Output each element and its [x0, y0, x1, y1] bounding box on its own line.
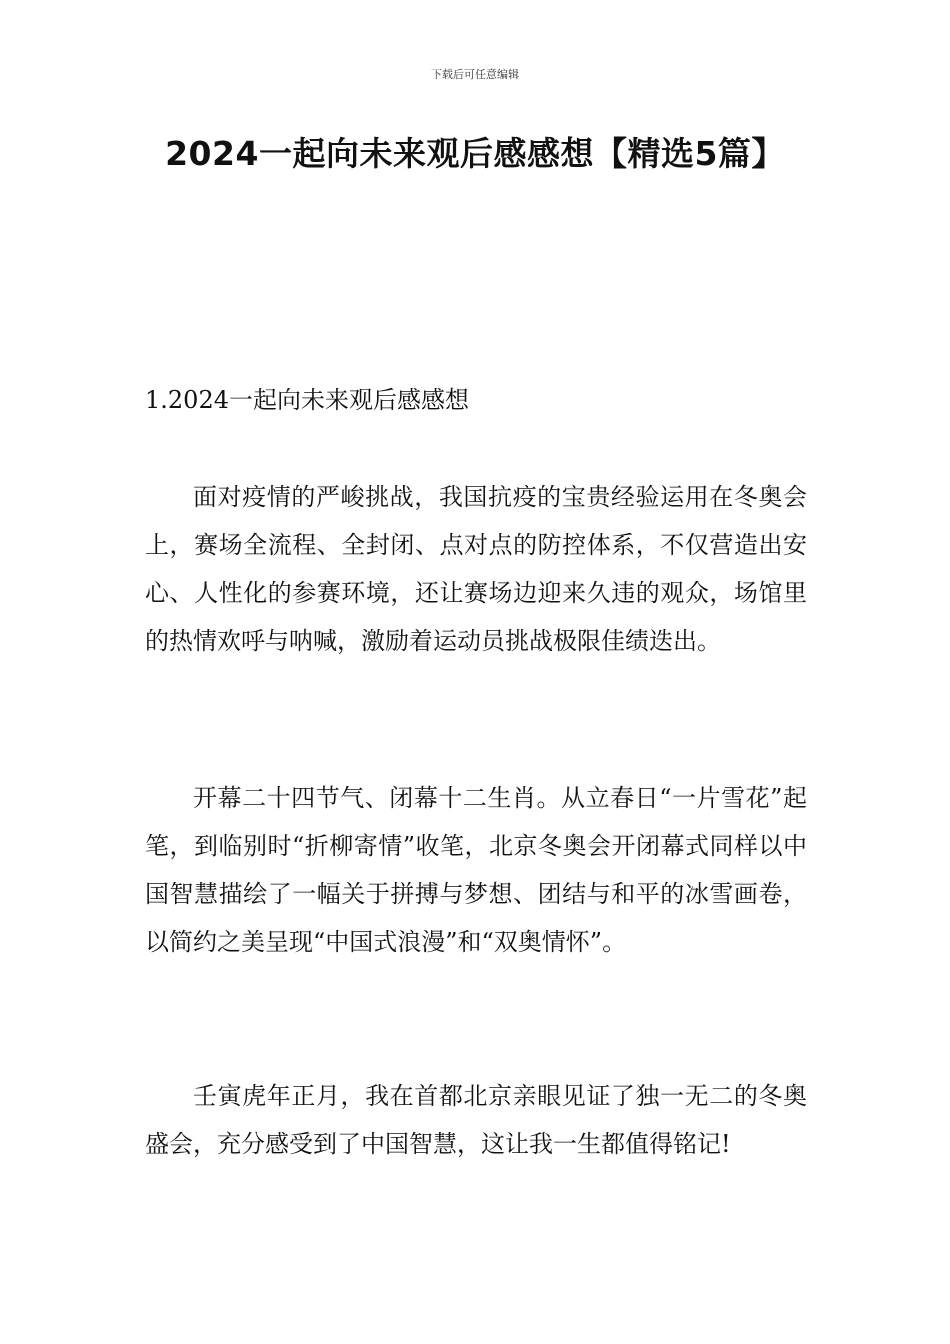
paragraph-block: [145, 1072, 807, 1168]
paragraph-block: [145, 774, 807, 966]
section-heading: 1.2024一起向未来观后感感想: [145, 386, 469, 414]
paragraph: 开幕二十四节气、闭幕十二生肖。从立春日“一片雪花”起笔，到临别时“折柳寄情”收笔，北京冬奥会开闭幕式同样以中国智慧描绘了一幅关于拼搏与梦想、团结与和平的冰雪画卷，以简约之美呈现“中国式浪漫”和“双奥情怀”。: [145, 784, 807, 956]
paragraph-block: [145, 473, 807, 665]
paragraph: 面对疫情的严峻挑战，我国抗疫的宝贵经验运用在冬奥会上，赛场全流程、全封闭、点对点的防控体系，不仅营造出安心、人性化的参赛环境，还让赛场边迎来久违的观众，场馆里的热情欢呼与呐喊，激励着运动员挑战极限佳绩迭出。: [145, 483, 807, 655]
document-title: 2024一起向未来观后感感想【精选5篇】: [165, 134, 785, 173]
header-note: 下载后可任意编辑: [431, 68, 519, 81]
paragraph: 壬寅虎年正月，我在首都北京亲眼见证了独一无二的冬奥盛会，充分感受到了中国智慧，这让我一生都值得铭记!: [145, 1082, 807, 1158]
